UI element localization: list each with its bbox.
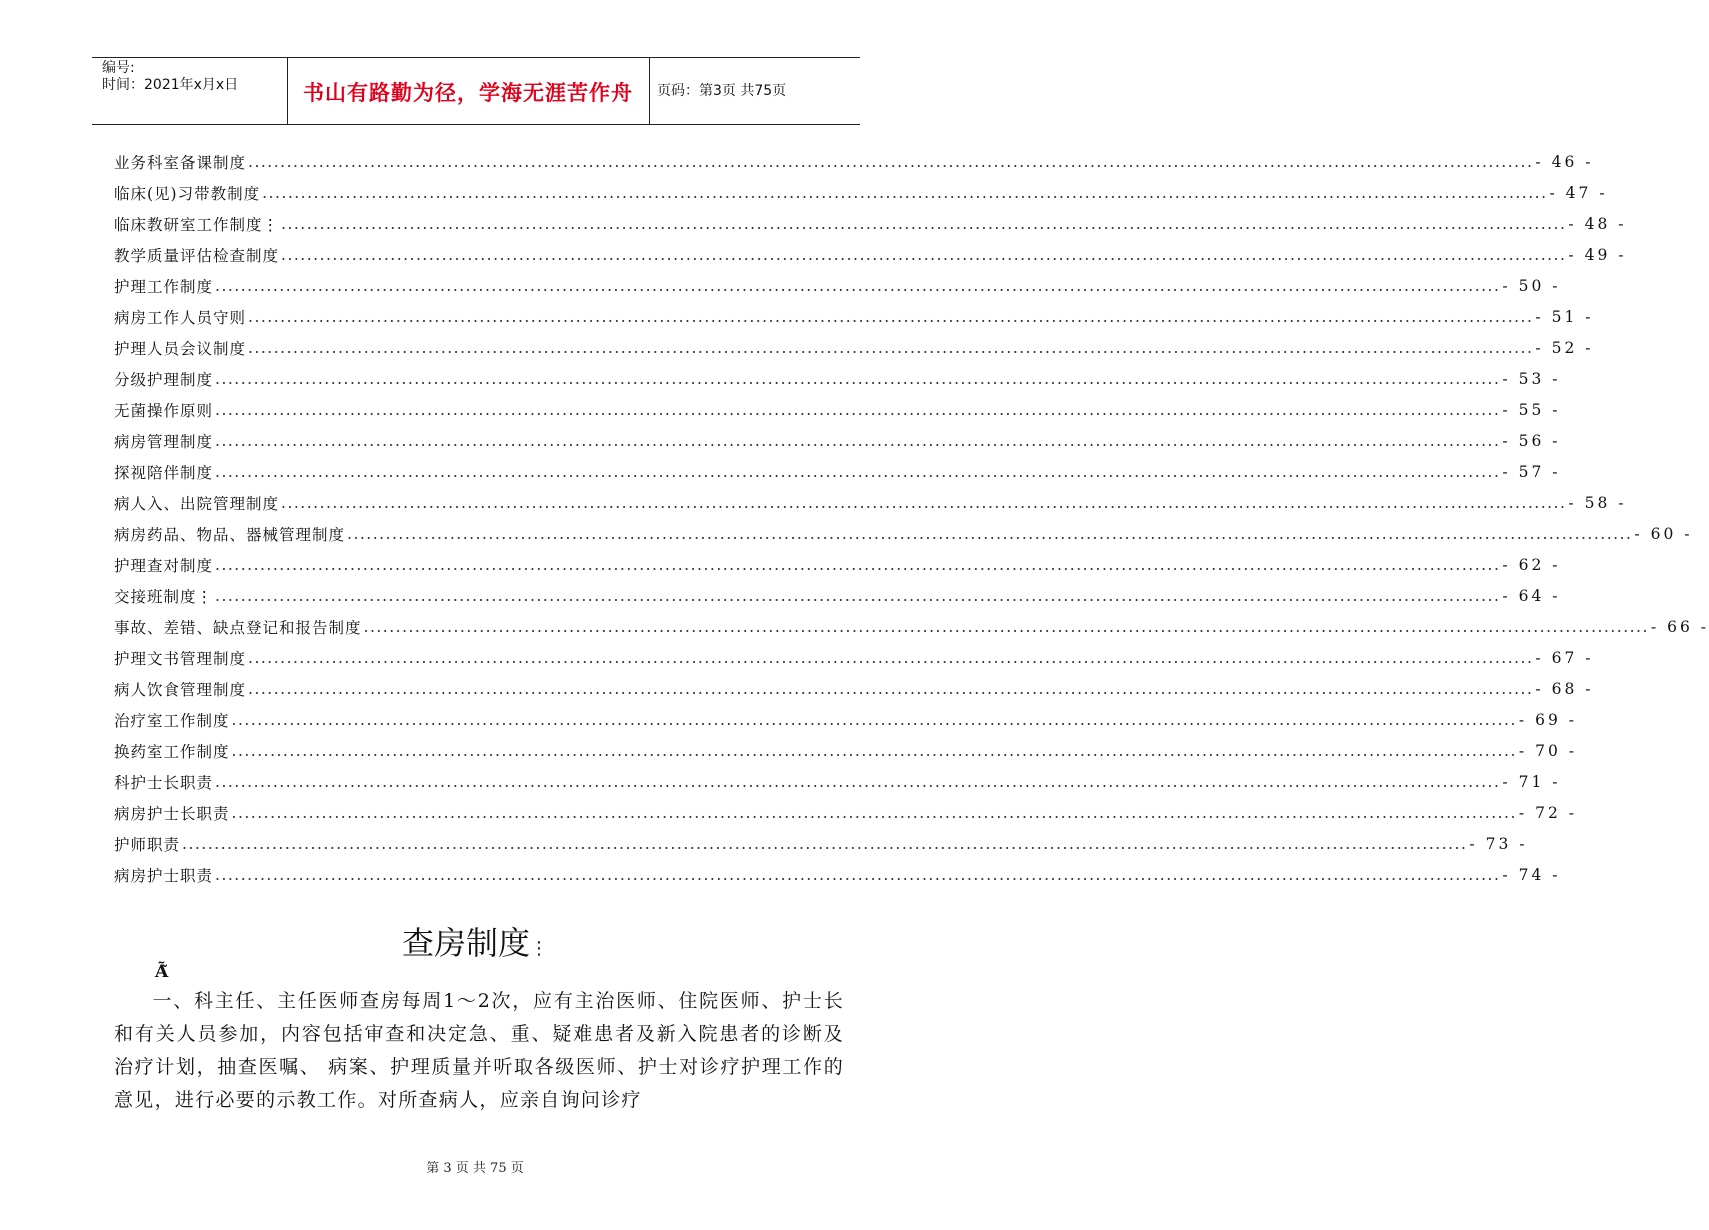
toc-entry-title: 护师职责 [114,835,181,854]
toc-entry-title: 临床教研室工作制度⋮ [114,215,280,234]
toc-entry-title: 护理文书管理制度 [114,649,247,668]
toc-entry[interactable] [114,208,1627,239]
toc-leader-dots: ........................................................................................................................................................................................................ [215,865,1501,884]
toc-entry[interactable] [114,735,1577,766]
toc-leader-dots: ........................................................................................................................................................................................................ [215,276,1501,295]
toc-leader-dots: ........................................................................................................................................................................................................ [215,555,1501,574]
toc-entry-page: - 66 - [1650,617,1709,636]
toc-entry[interactable] [114,797,1577,828]
toc-entry-page: - 56 - [1502,431,1561,450]
toc-entry[interactable] [114,146,1594,177]
toc-leader-dots: ........................................................................................................................................................................................................ [215,431,1501,450]
toc-leader-dots: ........................................................................................................................................................................................................ [231,710,1517,729]
toc-entry-page: - 51 - [1535,307,1594,326]
stray-glyph: Ã̃ [155,962,169,982]
toc-leader-dots: ........................................................................................................................................................................................................ [215,772,1501,791]
toc-leader-dots: ........................................................................................................................................................................................................ [215,586,1501,605]
toc-entry-page: - 46 - [1535,152,1594,171]
toc-entry-page: - 70 - [1518,741,1577,760]
toc-entry-title: 病人饮食管理制度 [114,680,247,699]
toc-entry-title: 探视陪伴制度 [114,463,214,482]
toc-entry-title: 分级护理制度 [114,370,214,389]
section-paragraph-text: 一、科主任、主任医师查房每周1～2次，应有主治医师、住院医师、护士长和有关人员参加，内容包括审查和决定急、重、疑难患者及新入院患者的诊断及治疗计划，抽查医嘱、 病案、护理质量并听取各级医师、护士对诊疗护理工作的意见，进行必要的示教工作。对所查病人，应亲自询问诊疗 [114,990,844,1111]
toc-leader-dots: ........................................................................................................................................................................................................ [248,152,1534,171]
toc-leader-dots: ........................................................................................................................................................................................................ [215,462,1501,481]
page-header [92,57,860,125]
toc-entry-page: - 49 - [1568,245,1627,264]
toc-leader-dots: ........................................................................................................................................................................................................ [248,307,1534,326]
toc-entry-page: - 55 - [1502,400,1561,419]
toc-entry-title: 护理工作制度 [114,277,214,296]
toc-leader-dots: ........................................................................................................................................................................................................ [231,741,1517,760]
toc-leader-dots: ........................................................................................................................................................................................................ [248,679,1534,698]
header-motto: 书山有路勤为径，学海无涯苦作舟 [303,81,633,105]
toc-entry-page: - 50 - [1502,276,1561,295]
toc-entry-page: - 47 - [1549,183,1608,202]
toc-entry-title: 教学质量评估检查制度 [114,246,280,265]
toc-entry-title: 病房药品、物品、器械管理制度 [114,525,346,544]
toc-leader-dots: ........................................................................................................................................................................................................ [281,214,1567,233]
toc-entry[interactable] [114,580,1561,611]
toc-entry-title: 病人入、出院管理制度 [114,494,280,513]
toc-entry-page: - 58 - [1568,493,1627,512]
toc-entry-title: 病房工作人员守则 [114,308,247,327]
toc-entry[interactable] [114,332,1594,363]
toc-entry-title: 护理查对制度 [114,556,214,575]
toc-entry-title: 交接班制度⋮ [114,587,214,606]
toc-entry[interactable] [114,270,1561,301]
header-page-cell [649,58,860,124]
section-title [0,918,950,964]
toc-entry-page: - 72 - [1518,803,1577,822]
toc-leader-dots: ........................................................................................................................................................................................................ [231,803,1517,822]
time-label: 时间：2021年x月x日 [102,77,239,93]
toc-entry-page: - 53 - [1502,369,1561,388]
section-paragraph [114,985,844,1117]
header-meta-cell [92,58,288,124]
toc-leader-dots: ........................................................................................................................................................................................................ [363,617,1649,636]
toc-entry-page: - 48 - [1568,214,1627,233]
toc-entry-page: - 62 - [1502,555,1561,574]
toc-entry-title: 病房护士职责 [114,866,214,885]
toc-entry-title: 科护士长职责 [114,773,214,792]
toc-entry[interactable] [114,611,1709,642]
toc-entry-title: 护理人员会议制度 [114,339,247,358]
toc-entry[interactable] [114,673,1594,704]
toc-entry[interactable] [114,425,1561,456]
toc-entry-title: 病房护士长职责 [114,804,230,823]
toc-entry-page: - 68 - [1535,679,1594,698]
toc-leader-dots: ........................................................................................................................................................................................................ [182,834,1468,853]
toc-entry[interactable] [114,394,1561,425]
toc-leader-dots: ........................................................................................................................................................................................................ [215,369,1501,388]
toc-entry[interactable] [114,642,1594,673]
toc-entry[interactable] [114,549,1561,580]
toc-entry-page: - 64 - [1502,586,1561,605]
toc-leader-dots: ........................................................................................................................................................................................................ [248,338,1534,357]
toc-entry[interactable] [114,766,1561,797]
section-title-text: 查房制度 [401,924,530,962]
toc-entry[interactable] [114,177,1608,208]
toc-entry[interactable] [114,363,1561,394]
toc-entry-page: - 73 - [1469,834,1528,853]
toc-leader-dots: ........................................................................................................................................................................................................ [215,400,1501,419]
header-motto-cell [287,58,650,124]
toc-entry-page: - 69 - [1518,710,1577,729]
toc-entry[interactable] [114,456,1561,487]
table-of-contents [114,146,1709,890]
toc-entry-title: 事故、差错、缺点登记和报告制度 [114,618,362,637]
toc-entry[interactable] [114,859,1561,890]
toc-entry-title: 换药室工作制度 [114,742,230,761]
toc-entry[interactable] [114,301,1594,332]
section-title-suffix: ⋮ [530,938,548,959]
toc-leader-dots: ........................................................................................................................................................................................................ [248,648,1534,667]
toc-entry-title: 治疗室工作制度 [114,711,230,730]
header-page-info: 页码：第3页 共75页 [657,83,787,99]
code-label: 编号: [102,60,135,76]
toc-entry-page: - 74 - [1502,865,1561,884]
toc-entry-title: 病房管理制度 [114,432,214,451]
toc-entry-title: 无菌操作原则 [114,401,214,420]
toc-entry-title: 临床(见)习带教制度 [114,184,261,203]
toc-entry-page: - 67 - [1535,648,1594,667]
page-footer: 第 3 页 共 75 页 [426,1161,524,1176]
toc-leader-dots: ........................................................................................................................................................................................................ [281,245,1567,264]
toc-entry[interactable] [114,704,1577,735]
toc-entry[interactable] [114,487,1627,518]
toc-leader-dots: ........................................................................................................................................................................................................ [281,493,1567,512]
toc-entry-page: - 71 - [1502,772,1561,791]
toc-entry[interactable] [114,828,1528,859]
toc-entry-page: - 60 - [1634,524,1693,543]
toc-entry-title: 业务科室备课制度 [114,153,247,172]
toc-entry-page: - 52 - [1535,338,1594,357]
toc-entry[interactable] [114,518,1693,549]
toc-entry[interactable] [114,239,1627,270]
toc-leader-dots: ........................................................................................................................................................................................................ [262,183,1548,202]
toc-leader-dots: ........................................................................................................................................................................................................ [347,524,1633,543]
toc-entry-page: - 57 - [1502,462,1561,481]
